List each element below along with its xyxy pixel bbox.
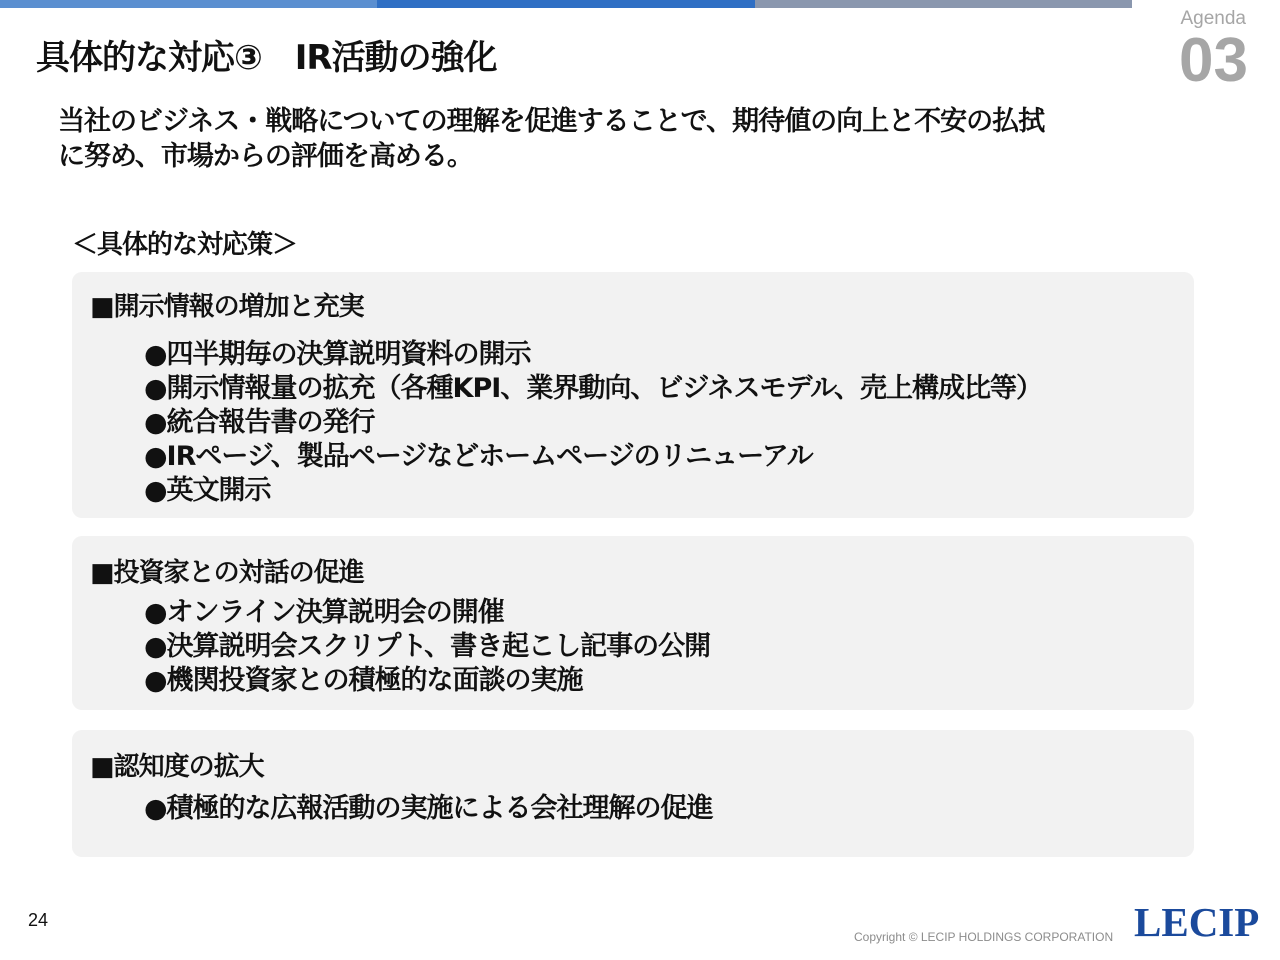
card-title: ■投資家との対話の促進 [90, 558, 364, 588]
lead-line-1: 当社のビジネス・戦略についての理解を促進することで、期待値の向上と不安の払拭 [58, 106, 1045, 137]
lead-line-2: に努め、市場からの評価を高める。 [58, 141, 473, 172]
card-item-list [144, 792, 713, 826]
list-item: ●IRページ、製品ページなどホームページのリニューアル [144, 441, 813, 472]
list-item: ●オンライン決算説明会の開催 [144, 597, 504, 628]
page-number: 24 [28, 910, 49, 930]
list-item: ●英文開示 [144, 475, 271, 506]
top-accent-bar [0, 0, 1132, 8]
list-item: ●開示情報量の拡充（各種KPI、業界動向、ビジネスモデル、売上構成比等） [144, 373, 1042, 404]
card-disclosure [72, 272, 1194, 518]
top-bar-segment-3 [755, 0, 1132, 8]
section-heading: ＜具体的な対応策＞ [72, 230, 298, 260]
top-bar-segment-2 [377, 0, 754, 8]
top-bar-segment-1 [0, 0, 377, 8]
agenda-number: 03 [1179, 26, 1248, 95]
list-item: ●決算説明会スクリプト、書き起こし記事の公開 [144, 631, 711, 662]
list-item: ●統合報告書の発行 [144, 407, 375, 438]
agenda-label: Agenda [1180, 8, 1246, 29]
card-item-list [144, 338, 1042, 508]
copyright-text: Copyright © LECIP HOLDINGS CORPORATION [854, 930, 1114, 944]
card-investor-dialogue [72, 536, 1194, 710]
list-item: ●機関投資家との積極的な面談の実施 [144, 665, 583, 696]
page-title: 具体的な対応③ IR活動の強化 [36, 38, 497, 78]
card-item-list [144, 596, 710, 698]
company-logo: LECIP [1134, 899, 1260, 945]
list-item: ●積極的な広報活動の実施による会社理解の促進 [144, 793, 713, 824]
card-awareness [72, 730, 1194, 857]
list-item: ●四半期毎の決算説明資料の開示 [144, 339, 531, 370]
card-title: ■認知度の拡大 [90, 752, 264, 782]
lead-text [58, 104, 1138, 174]
card-title: ■開示情報の増加と充実 [90, 292, 364, 322]
